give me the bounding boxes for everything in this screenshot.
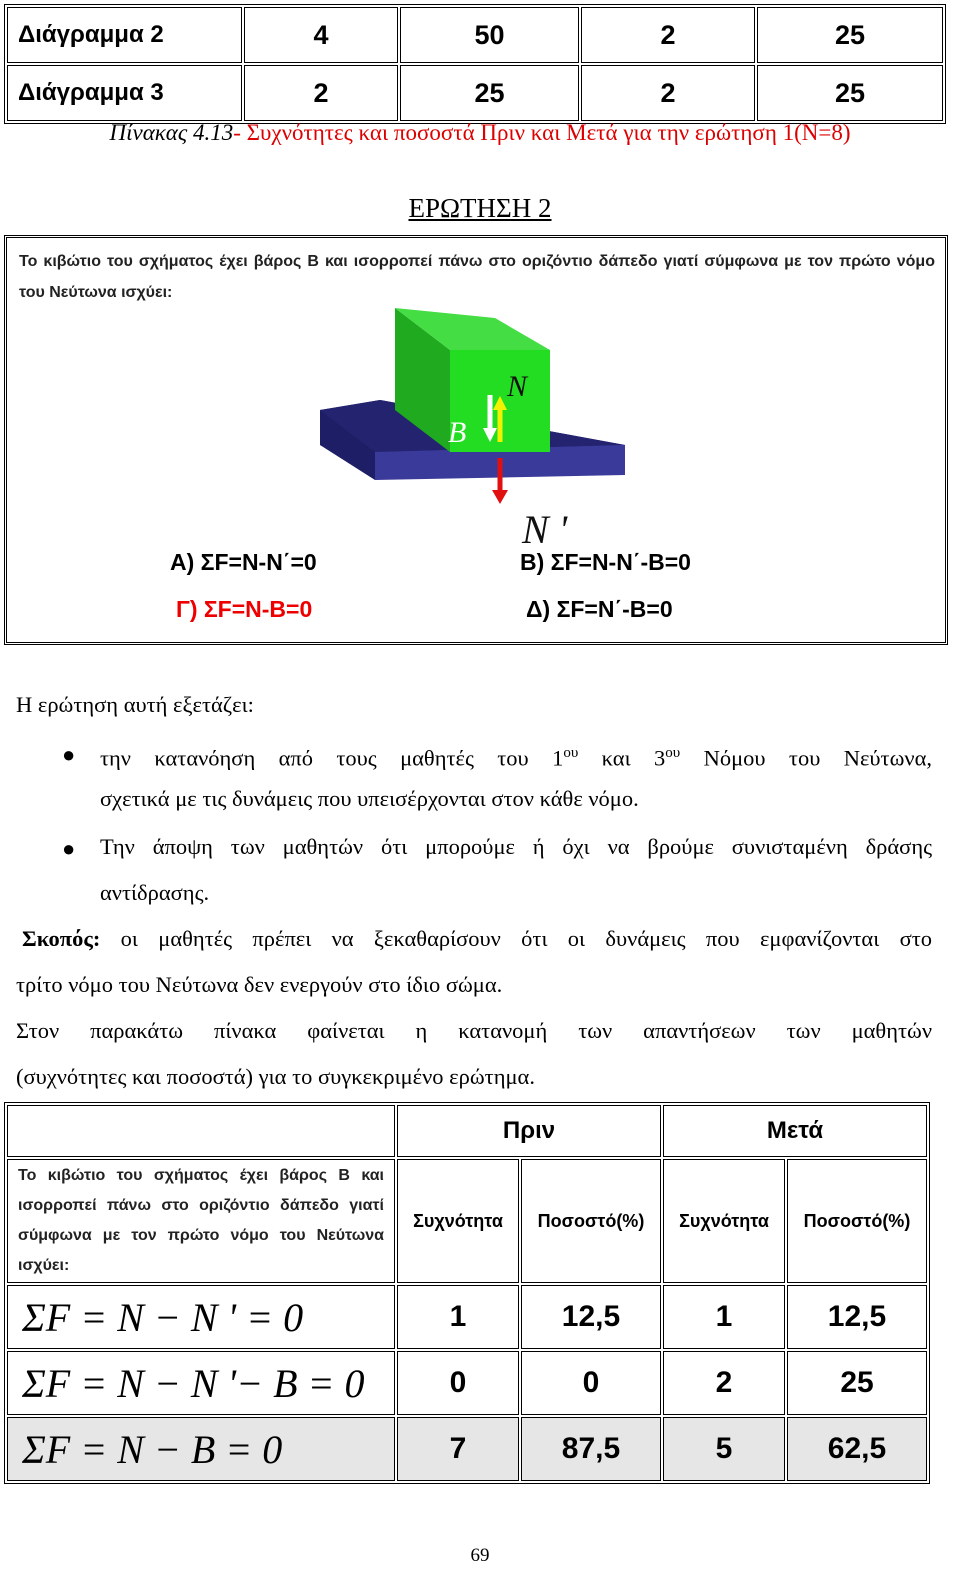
cell: 7	[397, 1417, 519, 1481]
caption-prefix: Πίνακας 4.	[109, 120, 211, 145]
bullet-icon: ●	[62, 836, 76, 861]
cell: 4	[244, 7, 398, 63]
bullet-1-text-c: Νόμου του Νεύτωνα,	[680, 745, 932, 771]
row-label: Διάγραμμα 2	[7, 7, 242, 63]
cell: 25	[757, 7, 943, 63]
cell: 25	[757, 65, 943, 121]
cell: 12,5	[787, 1285, 927, 1349]
caption-number: 13	[210, 120, 234, 145]
option-d: Δ) ΣF=N΄-B=0	[526, 596, 673, 622]
label-n-prime: N '	[522, 507, 568, 552]
table-row	[7, 65, 943, 121]
page-number: 69	[470, 1545, 490, 1566]
table-intro-line-2: (συχνότητες και ποσοστά) για το συγκεκριμένο ερώτημα.	[16, 1064, 535, 1089]
cell: 2	[581, 65, 755, 121]
cell: 12,5	[521, 1285, 661, 1349]
table-intro-line-1: Στον παρακάτω πίνακα φαίνεται η κατανομή των απαντήσεων των μαθητών	[16, 1018, 932, 1043]
bullet-1-line-1	[100, 730, 932, 782]
cell: 62,5	[787, 1417, 927, 1481]
equation-cell: ΣF = N − B = 0	[7, 1417, 395, 1481]
label-b: B	[448, 416, 467, 449]
purpose-line-2: τρίτο νόμο του Νεύτωνα δεν ενεργούν στο ίδιο σώμα.	[16, 972, 503, 997]
cell: 25	[787, 1351, 927, 1415]
purpose-line-1	[22, 916, 932, 962]
question-text: Το κιβώτιο του σχήματος έχει βάρος Β και ισορροπεί πάνω στο οριζόντιο δάπεδο γιατί σύμφωνα με τον πρώτο νόμο του Νεύτωνα ισχύει:	[19, 253, 935, 301]
col-pct-before: Ποσοστό(%)	[521, 1159, 661, 1283]
top-table	[4, 4, 946, 124]
table-row	[7, 1351, 927, 1415]
label-n: N	[507, 370, 528, 403]
bullet-icon: ●	[62, 742, 76, 767]
bullet-1-text-a: την κατανόηση από τους μαθητές του 1	[100, 745, 564, 771]
equation-cell: ΣF = N − N '− B = 0	[7, 1351, 395, 1415]
cell: 1	[663, 1285, 785, 1349]
col-pct-after: Ποσοστό(%)	[787, 1159, 927, 1283]
option-c: Γ) ΣF=N-B=0	[176, 596, 313, 622]
purpose-label: Σκοπός:	[22, 926, 101, 951]
caption-rest: - Συχνότητες και ποσοστά Πριν και Μετά για την ερώτηση 1(N=8)	[233, 120, 851, 145]
col-freq-after: Συχνότητα	[663, 1159, 785, 1283]
question-title: ΕΡΩΤΗΣΗ 2	[408, 193, 552, 223]
bullet-1-line-2: σχετικά με τις δυνάμεις που υπεισέρχονται στον κάθε νόμο.	[100, 786, 639, 811]
results-table	[4, 1102, 930, 1484]
table-row	[7, 1417, 927, 1481]
empty-cell	[7, 1105, 395, 1157]
sup: ου	[665, 745, 681, 761]
table-caption	[0, 120, 960, 146]
header-after: Μετά	[663, 1105, 927, 1157]
bullet-1-text-b: και 3	[578, 745, 666, 771]
cell: 2	[581, 7, 755, 63]
cell: 25	[400, 65, 579, 121]
table-row	[7, 1105, 927, 1157]
purpose-text: οι μαθητές πρέπει να ξεκαθαρίσουν ότι οι δυνάμεις που εμφανίζονται στο	[100, 926, 932, 951]
cell: 2	[244, 65, 398, 121]
col-freq-before: Συχνότητα	[397, 1159, 519, 1283]
cell: 0	[397, 1351, 519, 1415]
header-before: Πριν	[397, 1105, 661, 1157]
cell: 50	[400, 7, 579, 63]
bullet-2-line-2: αντίδρασης.	[100, 880, 210, 905]
option-a: Α) ΣF=N-N΄=0	[170, 549, 317, 575]
equation-cell: ΣF = N − N ' = 0	[7, 1285, 395, 1349]
sup: ου	[563, 745, 579, 761]
cell: 1	[397, 1285, 519, 1349]
reaction-arrow-head	[492, 490, 508, 504]
table-row	[7, 1285, 927, 1349]
question-cell: Το κιβώτιο του σχήματος έχει βάρος Β και ισορροπεί πάνω στο οριζόντιο δάπεδο γιατί σύμφωνα με τον πρώτο νόμο του Νεύτωνα ισχύει:	[7, 1159, 395, 1283]
cell: 2	[663, 1351, 785, 1415]
table-row	[7, 1159, 927, 1283]
cell: 87,5	[521, 1417, 661, 1481]
table-row	[7, 7, 943, 63]
analysis-intro: Η ερώτηση αυτή εξετάζει:	[16, 692, 254, 717]
option-b: Β) ΣF=N-N΄-B=0	[520, 549, 691, 575]
row-label: Διάγραμμα 3	[7, 65, 242, 121]
cell: 5	[663, 1417, 785, 1481]
box-on-floor-figure	[300, 300, 640, 560]
bullet-2-line-1: Την άποψη των μαθητών ότι μπορούμε ή όχι να βρούμε συνισταμένη δράσης	[100, 834, 932, 859]
cell: 0	[521, 1351, 661, 1415]
